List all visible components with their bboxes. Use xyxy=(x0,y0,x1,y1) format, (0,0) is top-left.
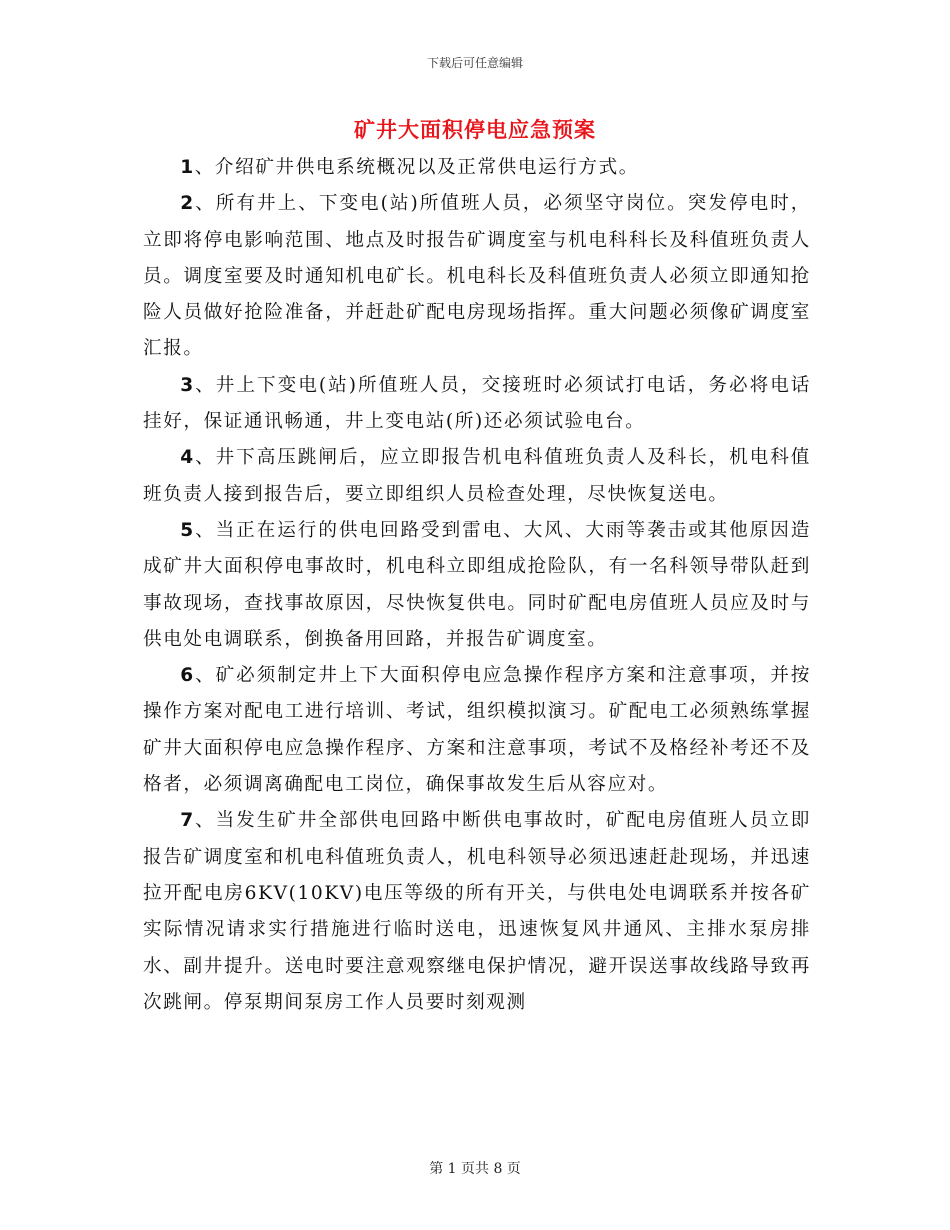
paragraph-number: 1 xyxy=(180,157,195,178)
page-footer: 第 1 页共 8 页 xyxy=(429,1161,521,1177)
document-title: 矿井大面积停电应急预案 xyxy=(354,118,596,142)
header-note: 下载后可任意编辑 xyxy=(426,56,523,70)
paragraph-number: 3 xyxy=(180,374,195,396)
paragraph-number: 6 xyxy=(180,665,195,687)
document-body xyxy=(143,150,811,1021)
paragraph-text: 、井上下变电(站)所值班人员，交接班时必须试打电话，务必将电话挂好，保证通讯畅通，井上变电站(所)还必须试验电台。 xyxy=(143,374,811,433)
paragraph-number: 2 xyxy=(180,193,195,215)
paragraph-text: 、所有井上、下变电(站)所值班人员，必须坚守岗位。突发停电时，立即将停电影响范围、地点及时报告矿调度室与机电科科长及科值班负责人员。调度室要及时通知机电矿长。机电科长及科值班负责人必须立即通知抢险人员做好抢险准备，并赶赴矿配电房现场指挥。重大问题必须像矿调度室汇报。 xyxy=(143,193,811,360)
paragraph-7 xyxy=(143,803,811,1021)
paragraph-number: 5 xyxy=(180,519,195,541)
paragraph-3 xyxy=(143,368,811,441)
paragraph-text: 、介绍矿井供电系统概况以及正常供电运行方式。 xyxy=(194,157,639,178)
paragraph-6 xyxy=(143,658,811,803)
paragraph-number: 4 xyxy=(180,447,195,469)
paragraph-4 xyxy=(143,440,811,513)
paragraph-text: 、矿必须制定井上下大面积停电应急操作程序方案和注意事项，并按操作方案对配电工进行培训、考试，组织模拟演习。矿配电工必须熟练掌握矿井大面积停电应急操作程序、方案和注意事项，考试不及格经补考还不及格者，必须调离确配电工岗位，确保事故发生后从容应对。 xyxy=(143,665,811,796)
paragraph-number: 7 xyxy=(180,810,195,832)
paragraph-text: 、当发生矿井全部供电回路中断供电事故时，矿配电房值班人员立即报告矿调度室和机电科值班负责人，机电科领导必须迅速赶赴现场，并迅速拉开配电房6KV(10KV)电压等级的所有开关，与供电处电调联系并按各矿实际情况请求实行措施进行临时送电，迅速恢复风井通风、主排水泵房排水、副井提升。送电时要注意观察继电保护情况，避开误送事故线路导致再次跳闸。停泵期间泵房工作人员要时刻观测 xyxy=(143,810,811,1013)
paragraph-2 xyxy=(143,186,811,367)
paragraph-text: 、井下高压跳闸后，应立即报告机电科值班负责人及科长，机电科值班负责人接到报告后，要立即组织人员检查处理，尽快恢复送电。 xyxy=(143,447,811,505)
paragraph-1 xyxy=(143,150,811,186)
paragraph-text: 、当正在运行的供电回路受到雷电、大风、大雨等袭击或其他原因造成矿井大面积停电事故时，机电科立即组成抢险队，有一名科领导带队赶到事故现场，查找事故原因，尽快恢复供电。同时矿配电房值班人员应及时与供电处电调联系，倒换备用回路，并报告矿调度室。 xyxy=(143,519,811,650)
paragraph-5 xyxy=(143,513,811,658)
